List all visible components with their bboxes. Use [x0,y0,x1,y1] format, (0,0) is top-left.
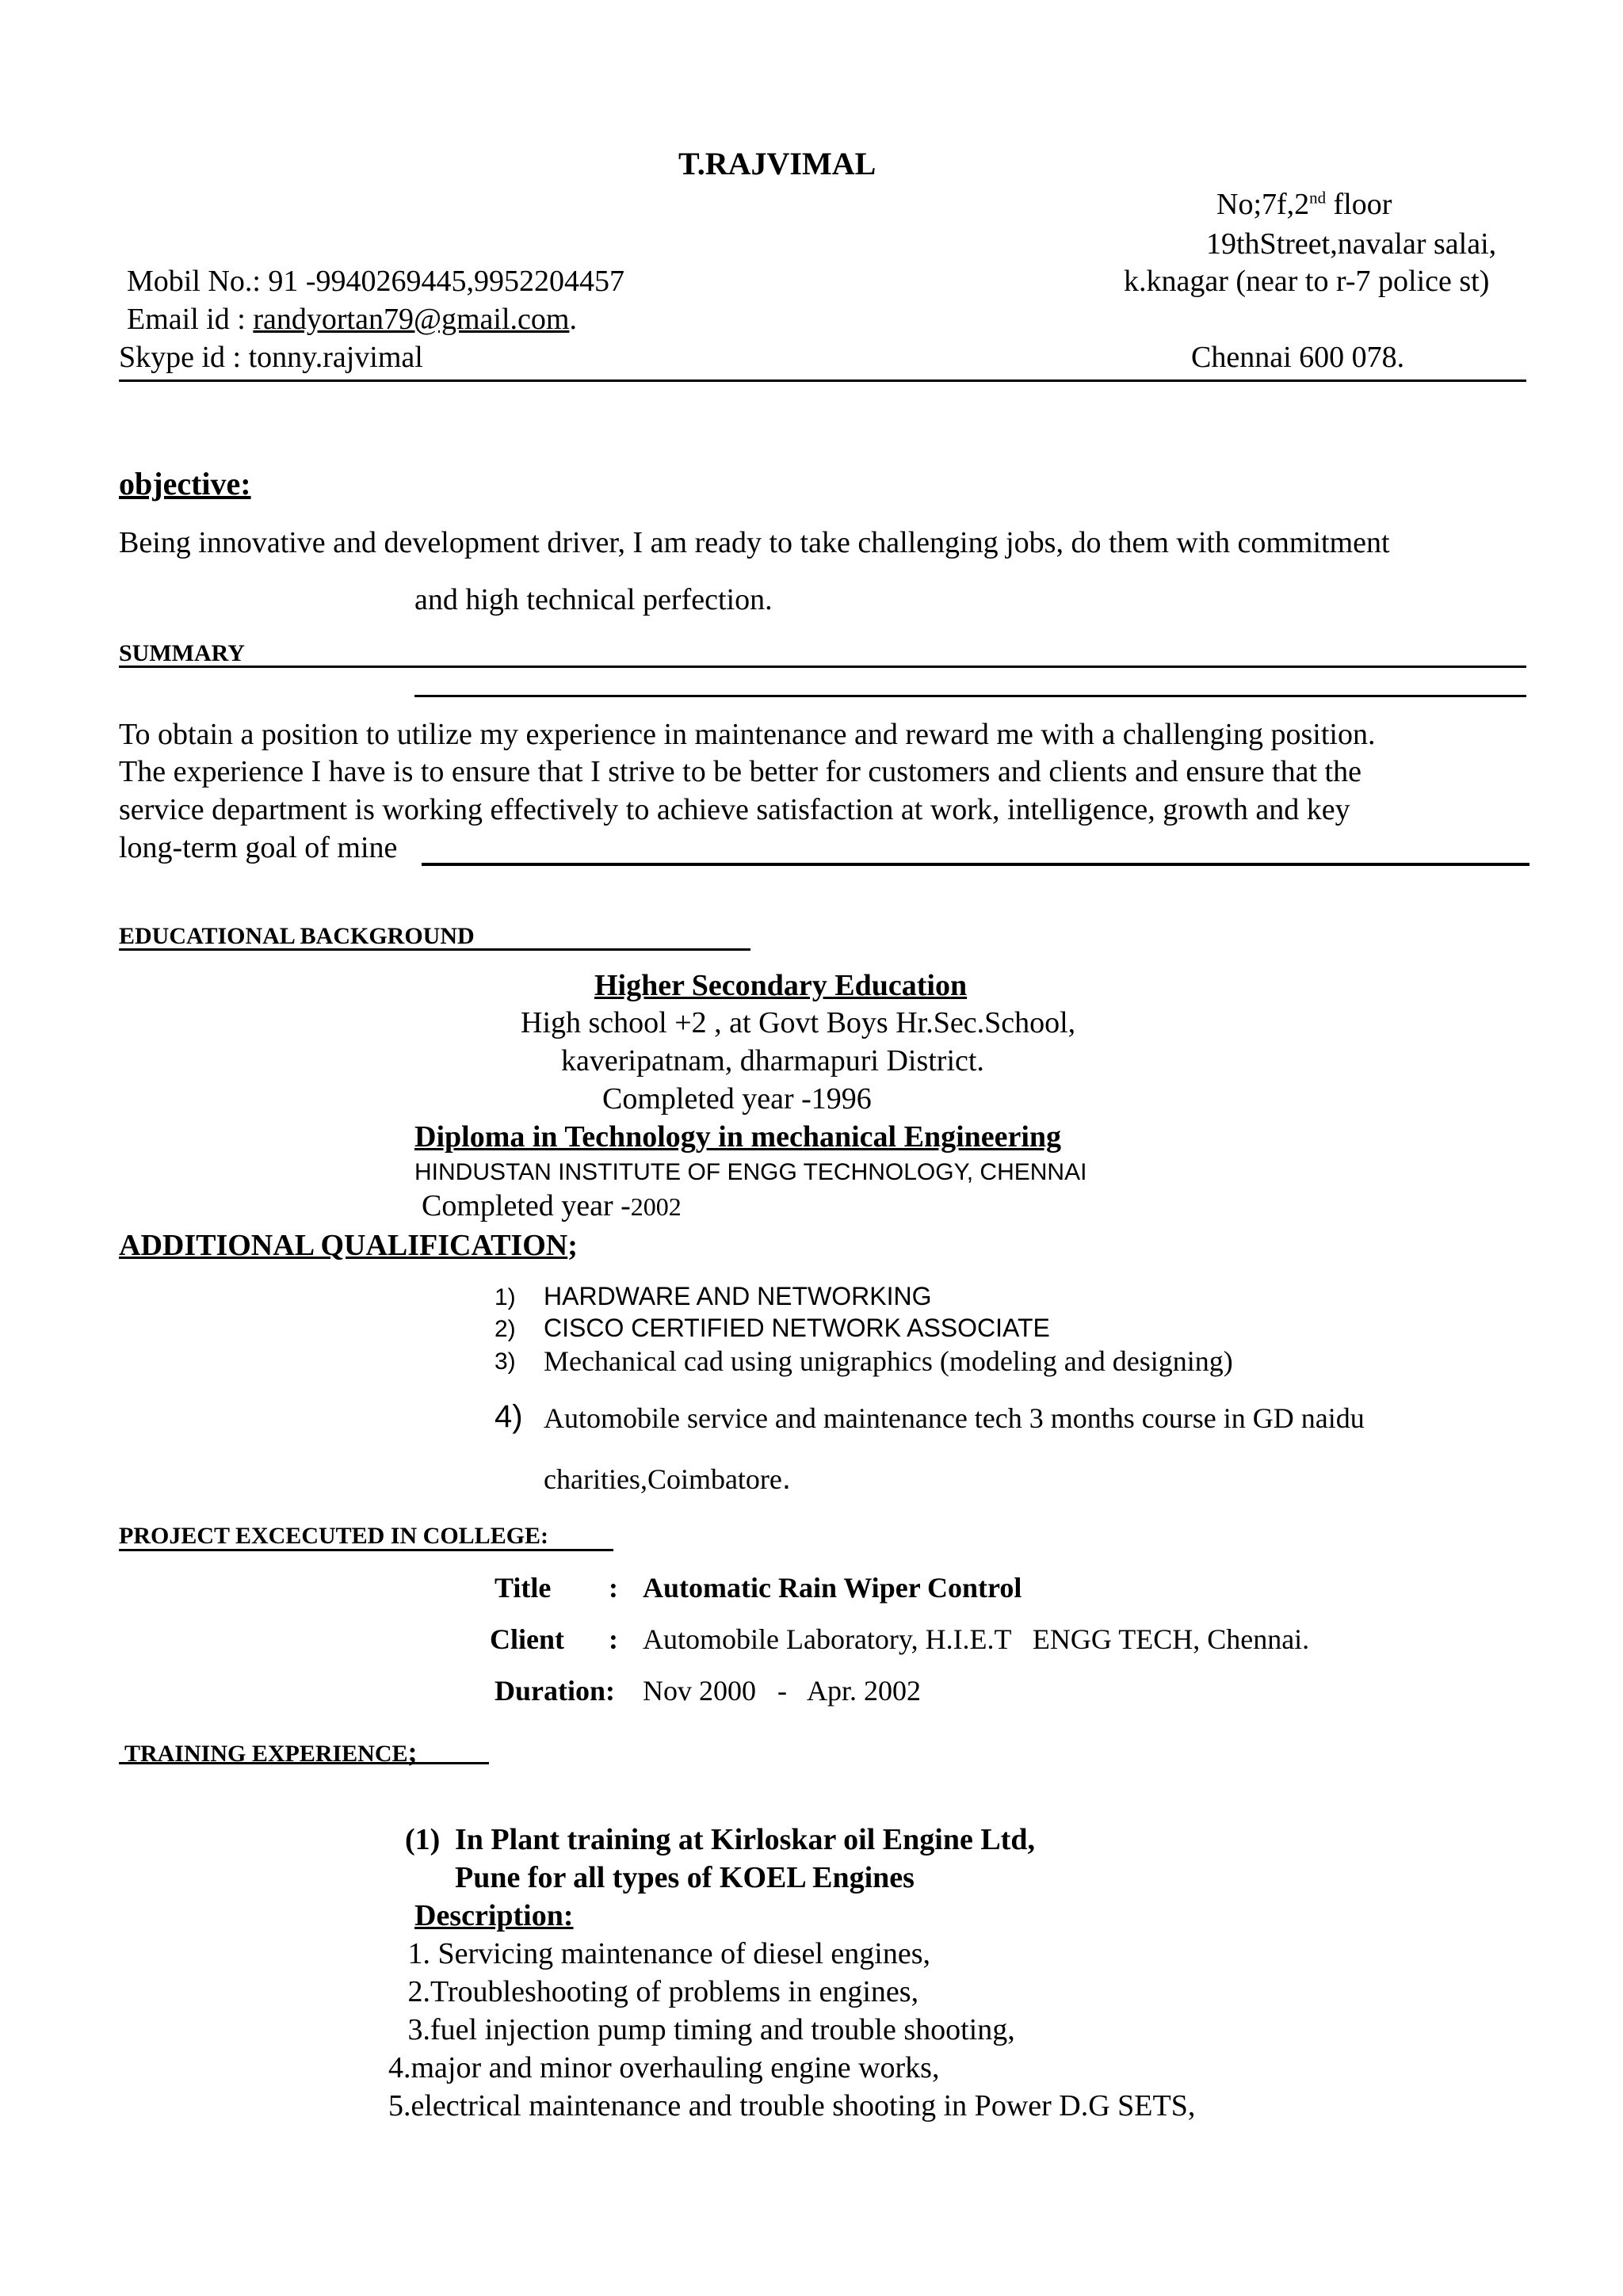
training-desc-3: 3.fuel injection pump timing and trouble shooting, [400,2013,1015,2046]
diploma-title: Diploma in Technology in mechanical Engineering [414,1120,1062,1154]
address-line-1-tail: floor [1326,188,1392,221]
hsc-line-3: Completed year -1996 [602,1082,872,1116]
training-item-num: (1) [405,1823,441,1856]
mobile-number: Mobil No.: 91 -9940269445,9952204457 [127,265,625,298]
project-duration-label: Duration: [495,1675,615,1707]
project-client-label: Client [490,1623,564,1655]
summary-line-1: To obtain a position to utilize my experience in maintenance and reward me with a challenging position. [119,718,1376,751]
training-heading-suffix: ; [407,1736,418,1768]
project-client-value: Automobile Laboratory, H.I.E.T ENGG TECH, Chennai. [643,1623,1310,1655]
training-description-heading: Description: [414,1899,574,1932]
qual-item-1: HARDWARE AND NETWORKING [544,1282,932,1310]
address-line-4: Chennai 600 078. [1191,341,1405,374]
project-title-label: Title [495,1572,552,1604]
diploma-institute: HINDUSTAN INSTITUTE OF ENGG TECHNOLOGY, CHENNAI [414,1159,1087,1185]
qual-item-2: CISCO CERTIFIED NETWORK ASSOCIATE [544,1314,1050,1342]
project-title-colon: : [609,1572,618,1604]
qual-item-4-cont [544,1460,791,1497]
email-suffix: . [569,303,577,336]
skype-id: Skype id : tonny.rajvimal [119,341,423,374]
diploma-completed [422,1189,682,1224]
candidate-name: T.RAJVIMAL [678,146,876,181]
objective-heading: objective: [119,466,251,502]
project-underline [119,1549,613,1551]
qual-num-2: 2) [495,1316,516,1342]
diploma-completed-year: 2002 [630,1192,682,1221]
qual-item-4: Automobile service and maintenance tech 3 months course in GD naidu [544,1402,1365,1434]
hsc-title: Higher Secondary Education [594,969,968,1002]
summary-rule-2 [414,695,1526,697]
project-duration-value: Nov 2000 - Apr. 2002 [643,1675,921,1707]
summary-line-4: long-term goal of mine [119,831,398,864]
additional-heading [119,1229,578,1264]
project-client-colon: : [609,1623,618,1655]
training-desc-1: 1. Servicing maintenance of diesel engines, [400,1937,931,1970]
training-item-line-1: In Plant training at Kirloskar oil Engine Ltd, [455,1823,1035,1856]
qual-item-4-cont-text: charities,Coimbatore [544,1463,782,1495]
address-line-2: 19thStreet,navalar salai, [1206,227,1497,261]
project-title-value: Automatic Rain Wiper Control [643,1572,1022,1604]
training-underline [119,1762,489,1764]
objective-line-1: Being innovative and development driver, I am ready to take challenging jobs, do them with commitment [119,526,1390,559]
additional-heading-text: ADDITIONAL QUALIFICATION [119,1229,568,1262]
email-link[interactable]: randyortan79@gmail.com [253,303,570,336]
address-line-1-sup: nd [1309,188,1327,208]
summary-end-rule [422,863,1529,866]
training-desc-4: 4.major and minor overhauling engine works, [388,2051,940,2084]
hsc-line-1: High school +2 , at Govt Boys Hr.Sec.School, [521,1006,1076,1039]
address-line-3: k.knagar (near to r-7 police st) [1124,265,1490,298]
objective-line-2: and high technical perfection. [414,583,773,616]
training-desc-2: 2.Troubleshooting of problems in engines, [400,1975,919,2008]
project-heading: PROJECT EXCECUTED IN COLLEGE: [119,1523,549,1549]
header-divider [119,379,1526,382]
qual-num-4: 4) [495,1399,523,1434]
training-item-line-2: Pune for all types of KOEL Engines [455,1861,915,1894]
education-heading: EDUCATIONAL BACKGROUND [119,923,475,949]
qual-num-1: 1) [495,1284,516,1310]
training-heading-text: TRAINING EXPERIENCE [119,1741,408,1767]
summary-line-2: The experience I have is to ensure that I strive to be better for customers and clients and ensure that the [119,755,1361,788]
address-line-1 [1216,188,1392,223]
education-underline [119,948,750,951]
training-desc-5: 5.electrical maintenance and trouble shooting in Power D.G SETS, [388,2089,1196,2122]
qual-item-3: Mechanical cad using unigraphics (modeling and designing) [544,1345,1233,1377]
summary-underline [119,666,1526,668]
summary-heading: SUMMARY [119,640,245,666]
diploma-completed-label: Completed year - [422,1189,631,1222]
email-label: Email id : [127,303,254,336]
additional-heading-suffix: ; [567,1229,578,1262]
hsc-line-2: kaveripatnam, dharmapuri District. [561,1044,984,1077]
address-line-1-main: No;7f,2 [1216,188,1310,221]
qual-item-4-cont-end: . [781,1461,792,1496]
qual-num-3: 3) [495,1348,516,1375]
summary-line-3: service department is working effectively to achieve satisfaction at work, intelligence, growth and key [119,793,1350,826]
email-line [127,303,577,338]
